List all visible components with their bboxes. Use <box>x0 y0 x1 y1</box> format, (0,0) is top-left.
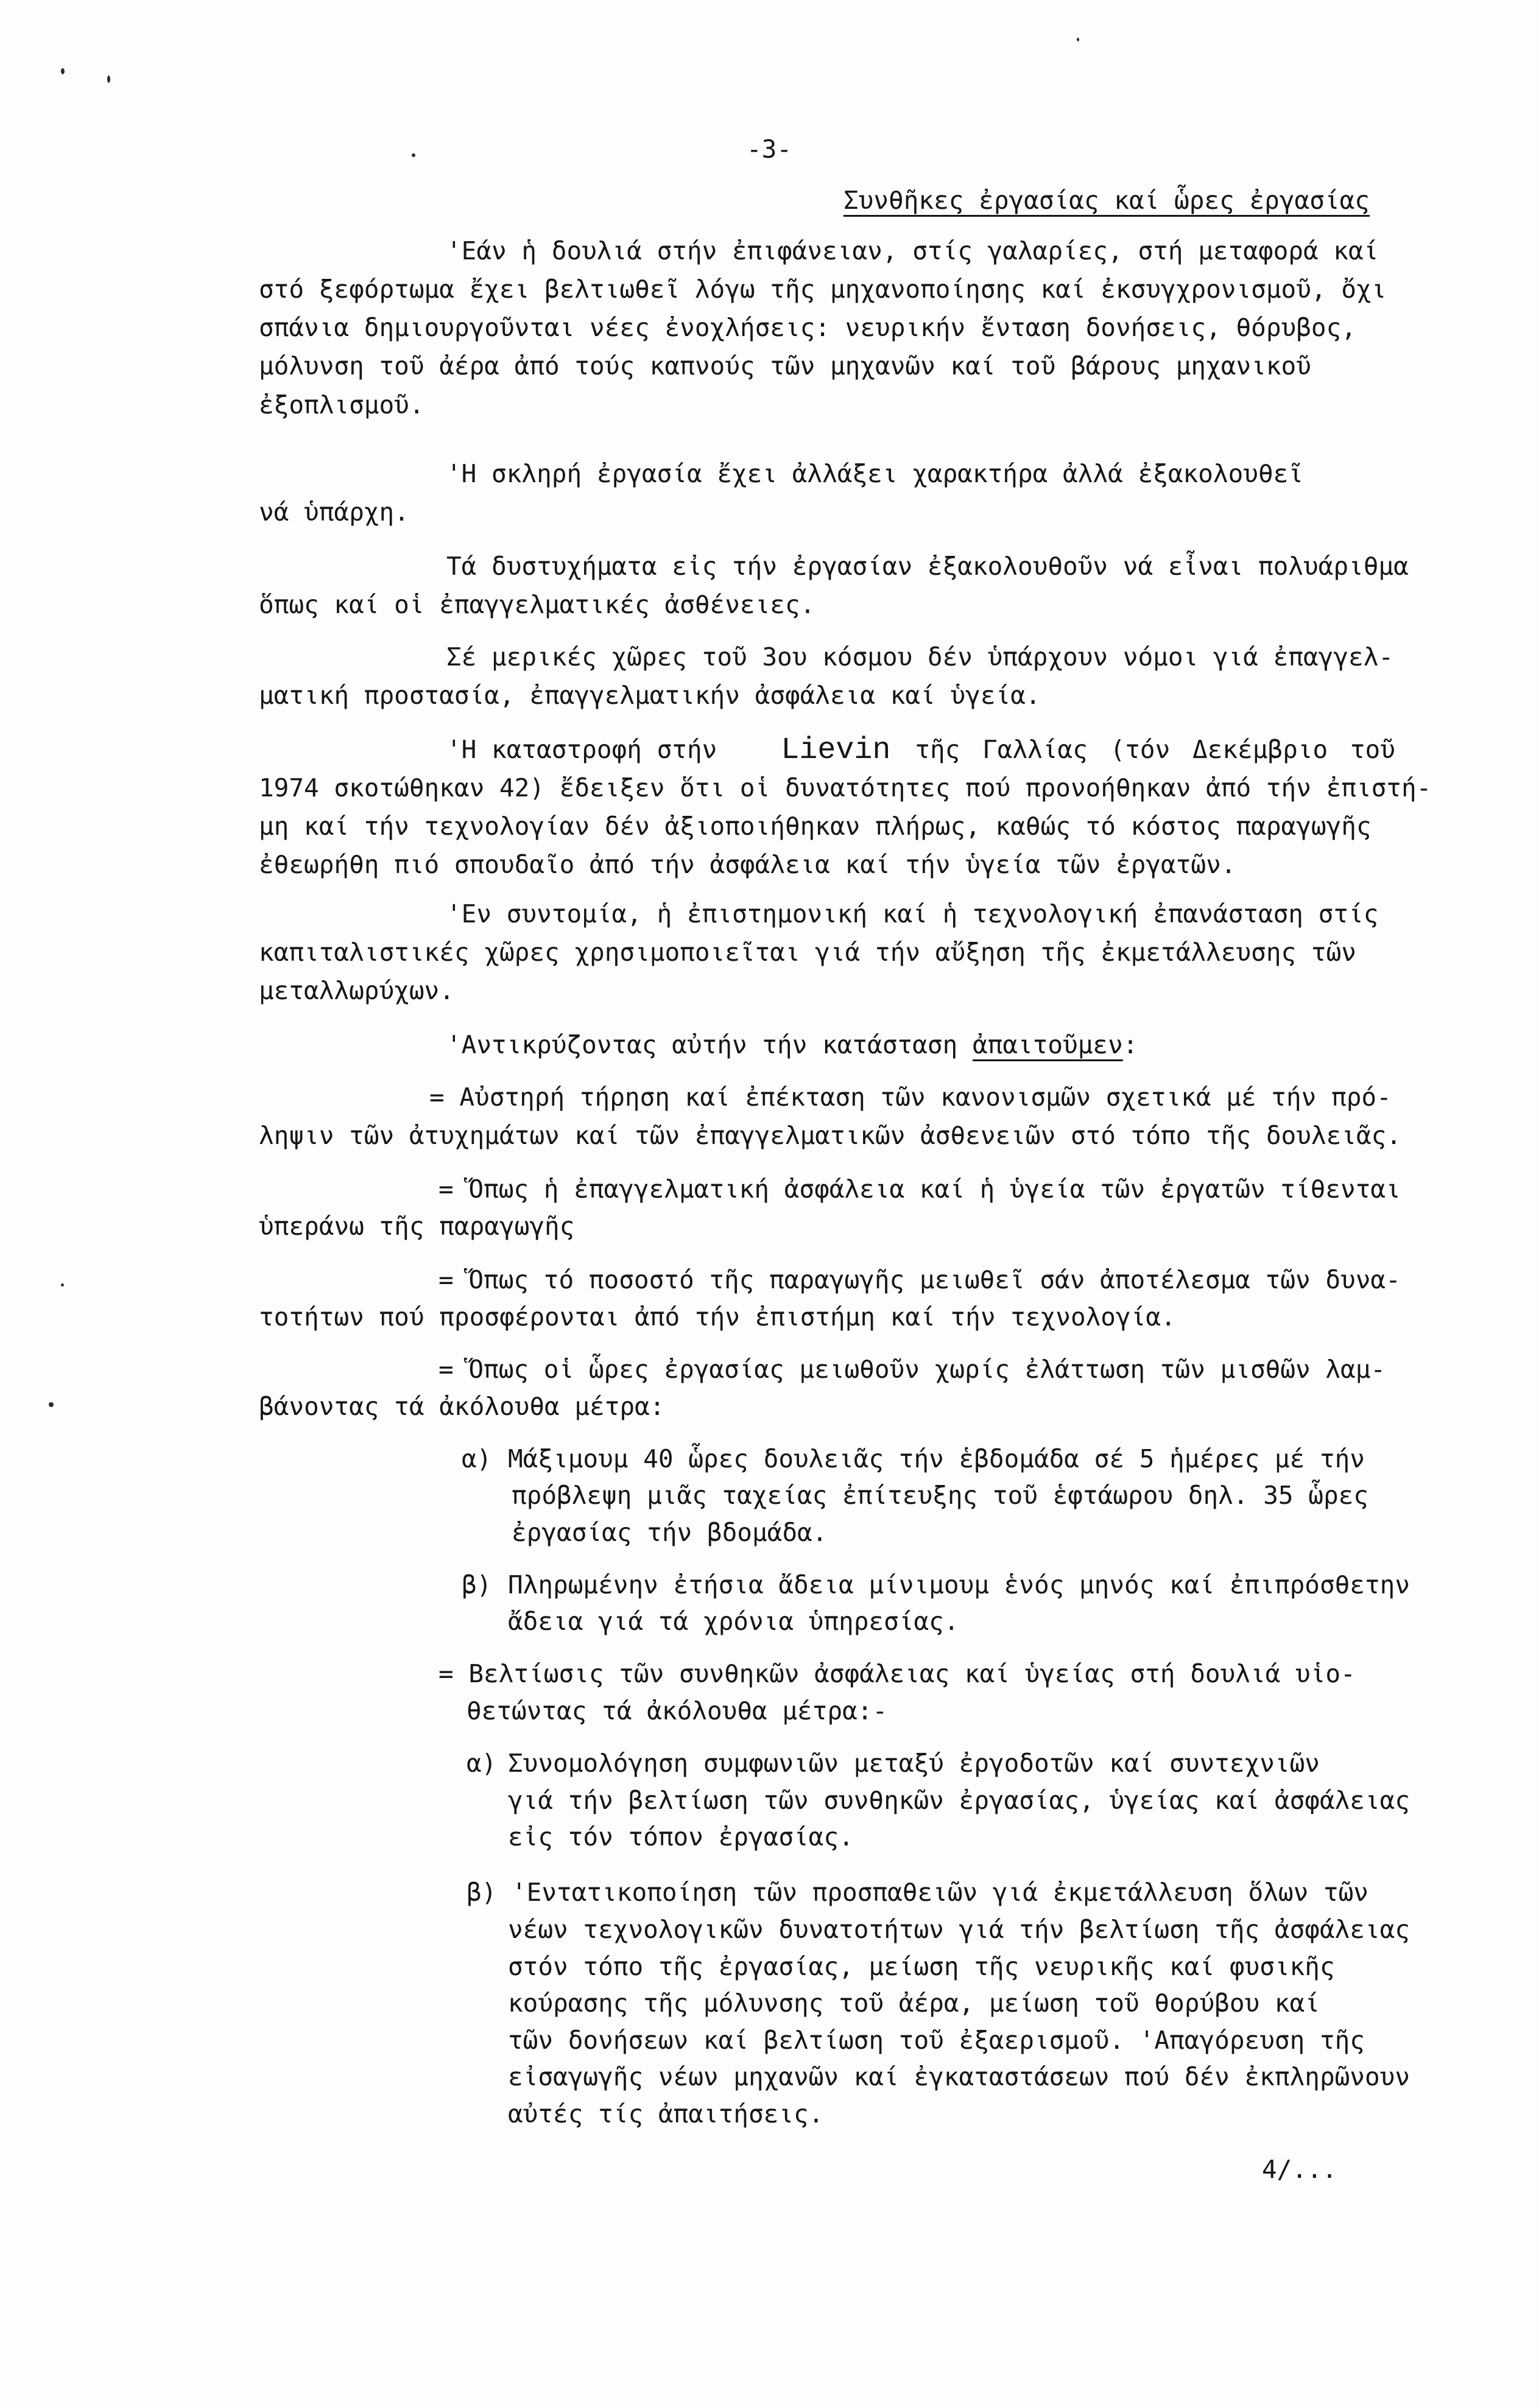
measure-line: νέων τεχνολογικῶν δυνατοτήτων γιά τήν βελτίωση τῆς ἀσφάλειας <box>508 1915 1410 1944</box>
measure-line: εἰσαγωγῆς νέων μηχανῶν καί ἐγκαταστάσεων πού δέν ἐκπληρῶνουν <box>508 2062 1410 2091</box>
demand-line: βάνοντας τά ἀκόλουθα μέτρα: <box>259 1392 665 1421</box>
paragraph-line: μόλυνση τοῦ ἀέρα ἀπό τούς καπνούς τῶν μηχανῶν καί τοῦ βάρους μηχανικοῦ <box>259 351 1311 381</box>
measure-line: πρόβλεψη μιᾶς ταχείας ἐπίτευξης τοῦ ἑφτάωρου δηλ. 35 ὧρες <box>512 1481 1368 1510</box>
paragraph-line: 'Η σκληρή ἐργασία ἔχει ἀλλάξει χαρακτήρα ἀλλά ἐξακολουθεῖ <box>446 459 1303 488</box>
paragraph-line: ὅπως καί οἱ ἐπαγγελματικές ἀσθένειες. <box>259 590 815 619</box>
measure-label: β) <box>467 1878 497 1907</box>
measure-line: γιά τήν βελτίωση τῶν συνθηκῶν ἐργασίας, ὑγείας καί ἀσφάλειας <box>508 1786 1410 1815</box>
measure-line: Πληρωμένην ἐτήσια ἄδεια μίνιμουμ ἑνός μηνός καί ἐπιπρόσθετην <box>508 1570 1410 1599</box>
measure-label: β) <box>462 1570 492 1599</box>
measure-line: αὐτές τίς ἀπαιτήσεις. <box>508 2099 824 2129</box>
scan-speck <box>1077 38 1079 41</box>
line-text: 'Η καταστροφή στήν <box>446 735 717 764</box>
demand-line: ὑπεράνω τῆς παραγωγῆς <box>259 1212 575 1241</box>
paragraph-line: 'Εάν ἡ δουλιά στήν ἐπιφάνειαν, στίς γαλαρίες, στή μεταφορά καί <box>446 236 1379 265</box>
measure-line: στόν τόπο τῆς ἐργασίας, μείωση τῆς νευρικῆς καί φυσικῆς <box>508 1952 1335 1981</box>
demand-line: = Ὅπως οἱ ὧρες ἐργασίας μειωθοῦν χωρίς ἐλάττωση τῶν μισθῶν λαμ- <box>438 1355 1386 1384</box>
paragraph-line: σπάνια δημιουργοῦνται νέες ἐνοχλήσεις: νευρικήν ἔνταση δονήσεις, θόρυβος, <box>259 313 1356 342</box>
demand-line: = Ὅπως ἡ ἐπαγγελματική ἀσφάλεια καί ἡ ὑγεία τῶν ἐργατῶν τίθενται <box>438 1174 1401 1204</box>
measure-line: εἰς τόν τόπον ἐργασίας. <box>508 1822 854 1852</box>
scan-speck <box>61 1283 64 1286</box>
scan-speck <box>61 68 65 74</box>
measure-line: ἄδεια γιά τά χρόνια ὑπηρεσίας. <box>508 1607 959 1636</box>
paragraph-line: καπιταλιστικές χῶρες χρησιμοποιεῖται γιά τήν αὔξηση τῆς ἐκμετάλλευσης τῶν <box>259 938 1356 967</box>
place-name: Lievin <box>781 733 891 768</box>
paragraph-line: Τά δυστυχήματα εἰς τήν ἐργασίαν ἐξακολουθοῦν νά εἶναι πολυάριθμα <box>446 552 1409 581</box>
paragraph-line: νά ὑπάρχη. <box>259 497 409 527</box>
measure-line: Συνομολόγηση συμφωνιῶν μεταξύ ἐργοδοτῶν καί συντεχνιῶν <box>508 1749 1320 1778</box>
demands-keyword: ἀπαιτοῦμεν <box>972 1030 1123 1059</box>
scan-speck <box>412 153 415 157</box>
line-text: τῆς Γαλλίας (τόν Δεκέμβριο τοῦ <box>915 735 1395 764</box>
paragraph-line: ματική προστασία, ἐπαγγελματικήν ἀσφάλεια καί ὑγεία. <box>259 681 1041 710</box>
demand-line: = Ὅπως τό ποσοστό τῆς παραγωγῆς μειωθεῖ σάν ἀποτέλεσμα τῶν δυνα- <box>438 1265 1401 1294</box>
measure-line: 'Εντατικοποίηση τῶν προσπαθειῶν γιά ἐκμετάλλευση ὅλων τῶν <box>512 1878 1368 1907</box>
measure-line: Μάξιμουμ 40 ὧρες δουλειᾶς τήν ἑβδομάδα σέ 5 ἡμέρες μέ τήν <box>508 1444 1365 1473</box>
section-heading: Συνθῆκες ἐργασίας καί ὧρες ἐργασίας <box>843 186 1370 215</box>
line-text: 'Αντικρύζοντας αὐτήν τήν κατάσταση <box>446 1030 973 1059</box>
paragraph-line: Σέ μερικές χῶρες τοῦ 3ου κόσμου δέν ὑπάρχουν νόμοι γιά ἐπαγγελ- <box>446 642 1394 672</box>
demand-line: τοτήτων πού προσφέρονται ἀπό τήν ἐπιστήμη καί τήν τεχνολογία. <box>259 1302 1176 1332</box>
paragraph-line: ἐθεωρήθη πιό σπουδαῖο ἀπό τήν ἀσφάλεια καί τήν ὑγεία τῶν ἐργατῶν. <box>259 850 1236 879</box>
demand-line: = Βελτίωσις τῶν συνθηκῶν ἀσφάλειας καί ὑγείας στή δουλιά υἱο- <box>438 1659 1356 1688</box>
demand-line: = Αὐστηρή τήρηση καί ἐπέκταση τῶν κανονισμῶν σχετικά μέ τήν πρό- <box>429 1083 1392 1112</box>
measure-label: α) <box>467 1749 497 1778</box>
paragraph-line <box>446 734 1395 766</box>
paragraph-line: στό ξεφόρτωμα ἔχει βελτιωθεῖ λόγω τῆς μηχανοποίησης καί ἐκσυγχρονισμοῦ, ὄχι <box>259 275 1387 304</box>
page-number: -3- <box>747 135 792 164</box>
scan-speck <box>49 1402 54 1407</box>
scan-speck <box>107 75 110 83</box>
continuation-marker: 4/... <box>1262 2155 1337 2184</box>
paragraph-line: μεταλλωρύχων. <box>259 976 454 1005</box>
paragraph-line: 1974 σκοτώθηκαν 42) ἔδειξεν ὅτι οἱ δυνατότητες πού προνοήθηκαν ἀπό τήν ἐπιστή- <box>259 773 1432 802</box>
demand-line: ληψιν τῶν ἀτυχημάτων καί τῶν ἐπαγγελματικῶν ἀσθενειῶν στό τόπο τῆς δουλειᾶς. <box>259 1121 1401 1150</box>
demands-intro <box>446 1030 1138 1060</box>
line-text: : <box>1122 1030 1138 1059</box>
demand-line: θετώντας τά ἀκόλουθα μέτρα:- <box>467 1696 888 1725</box>
measure-label: α) <box>462 1444 492 1473</box>
measure-line: ἐργασίας τήν βδομάδα. <box>512 1518 828 1547</box>
measure-line: τῶν δονήσεων καί βελτίωση τοῦ ἐξαερισμοῦ. 'Απαγόρευση τῆς <box>508 2026 1365 2055</box>
paragraph-line: ἐξοπλισμοῦ. <box>259 390 424 419</box>
measure-line: κούρασης τῆς μόλυνσης τοῦ ἀέρα, μείωση τοῦ θορύβου καί <box>508 1989 1320 2018</box>
paragraph-line: μη καί τήν τεχνολογίαν δέν ἀξιοποιήθηκαν πλήρως, καθώς τό κόστος παραγωγῆς <box>259 812 1372 841</box>
paragraph-line: 'Εν συντομία, ἡ ἐπιστημονική καί ἡ τεχνολογική ἐπανάσταση στίς <box>446 899 1379 928</box>
